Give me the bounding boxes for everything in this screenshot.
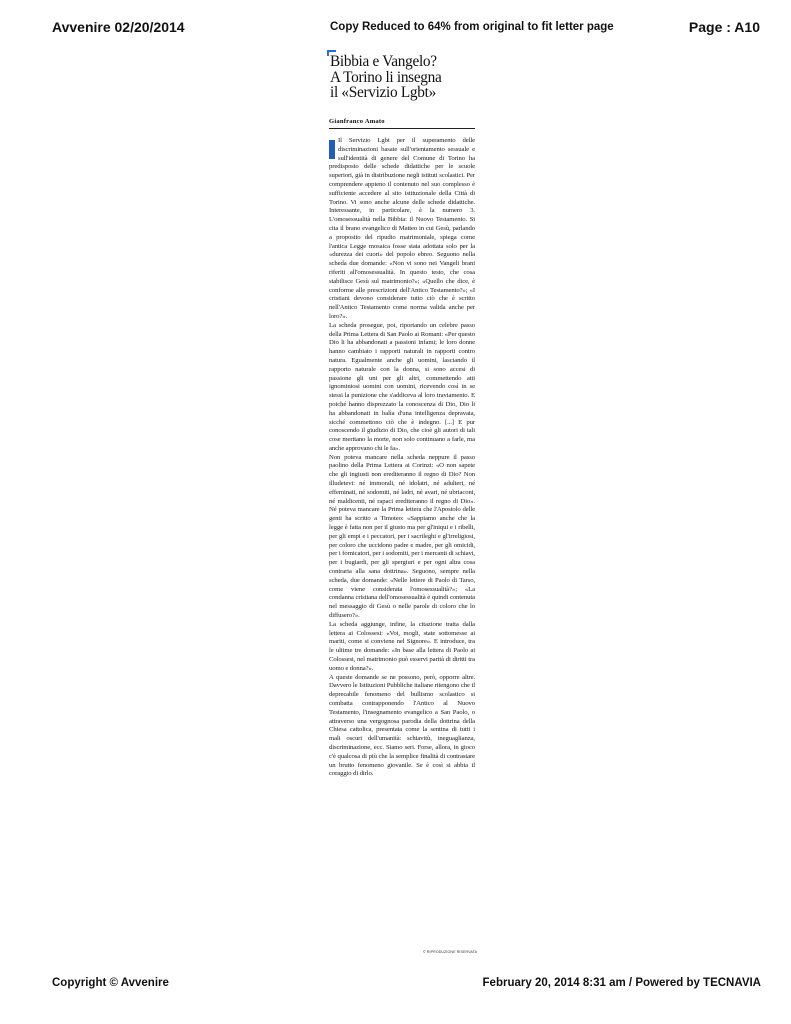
article-body — [329, 137, 475, 949]
header-source-date: Avvenire 02/20/2014 — [52, 19, 185, 35]
headline-line: A Torino li insegna — [330, 68, 442, 86]
article-byline — [329, 118, 475, 129]
headline-line: Bibbia e Vangelo? — [330, 53, 437, 70]
header-copy-note: Copy Reduced to 64% from original to fit letter page — [330, 21, 614, 33]
footer-copyright: Copyright © Avvenire — [52, 977, 169, 989]
reproduction-note: © RIPRODUZIONE RISERVATA — [423, 950, 478, 954]
header-page-number: Page : A10 — [688, 19, 760, 35]
article-paragraph: La scheda prosegue, poi, riportando un celebre passo della Prima Lettera di San Paolo ai Romani: «Per questo Dio li ha abbandonati a passioni infami; le loro donne hanno cambiato i rapporti naturali in rapporti contro natura. Egualmente anche gli uomini, lasciando il rapporto naturale con la donna, si sono accesi di passione gli uni per gli altri, commettendo atti ignominiosi uomini con uomini, ricevendo così in se stessi la punizione che s'addiceva al loro traviamento. E poiché hanno disprezzato la conoscenza di Dio, Dio li ha abbandonati in balìa d'una intelligenza depravata, sicché commettono ciò che è indegno. [...] E pur conoscendo il giudizio di Dio, che cioè gli autori di tali cose meritano la morte, non solo continuano a farle, ma anche approvano chi le fa». — [329, 321, 475, 452]
footer-timestamp: February 20, 2014 8:31 am / Powered by TECNAVIA — [482, 977, 761, 989]
article-headline — [330, 54, 480, 101]
article-paragraph: Non poteva mancare nella scheda neppure il passo paolino della Prima Lettera ai Corinzi: «O non sapete che gli ingiusti non erediteranno il regno di Dio? Non illudetevi: né immorali, né idolatri, né adulteri, né effeminati, né sodomiti, né ladri, né avari, né ubriaconi, né maldicenti, né rapaci erediteranno il regno di Dio». Né poteva mancare la Prima lettera che l'Apostolo delle genti ha scritto a Timoteo: «Sappiamo anche che la legge è fatta non per il giusto ma per gl'iniqui e i ribelli, per gli empi e i peccatori, per i sacrileghi e gl'irreligiosi, per coloro che uccidono padre e madre, per gli omicidi, per i fornicatori, per i sodomiti, per i mercanti di schiavi, per i bugiardi, per gli spergiuri e per ogni altra cosa contraria alla sana dottrina». Seguono, sempre nella scheda, due domande: «Nelle lettere di Paolo di Tarso, come viene considerata l'omosessualità?»; «La condanna cristiana dell'omosessualità è quindi contenuta nel messaggio di Gesù o nelle parole di coloro che lo diffusero?». — [329, 453, 475, 620]
byline-first-name: Gianfranco — [329, 118, 364, 125]
drop-cap-marker-icon — [329, 140, 335, 159]
article-paragraph: A queste domande se ne possono, però, opporre altre. Davvero le Istituzioni Pubbliche italiane ritengono che il deprecabile fenomeno del bullismo scolastico si combatta contrapponendo l'Antico al Nuovo Testamento, l'insegnamento evangelico a San Paolo, o attraverso una vergognosa parodia della dottrina della Chiesa cattolica, presentata come la sentina di tutti i mali oscuri dell'umanità: schiavitù, ineguaglianza, discriminazione, ecc. Siamo seri. Forse, allora, in gioco c'è qualcosa di più che la semplice finalità di contrastare un brutto fenomeno giovanile. Se è così si abbia il coraggio di dirlo. — [329, 673, 475, 778]
headline-line: il «Servizio Lgbt» — [330, 84, 436, 101]
article-paragraph: Il Servizio Lgbt per il superamento delle discriminazioni basate sull'orientamento sessuale e sull'identità di genere del Comune di Torino ha predisposto delle schede didattiche per le scuole superiori, già in distribuzione negli istituti scolastici. Per comprendere appieno il contenuto nel suo complesso è sufficiente accedere al sito istituzionale della Città di Torino. Vi sono anche alcune delle schede didattiche. Interessante, in particolare, è la numero 3. L'omosessualità nella Bibbia: il Nuovo Testamento. Si cita il brano evangelico di Matteo in cui Gesù, parlando a proposito del ripudio matrimoniale, spiega come l'antica Legge mosaica fosse stata adottata solo per la «durezza dei cuori» del popolo ebreo. Seguono nella scheda due domande: «Non vi sono nei Vangeli brani riferiti all'omosessualità. In questo testo, che cosa stabilisce Gesù sul matrimonio?»; «Quello che dice, è conforme alle prescrizioni dell'Antico Testamento?»; «I cristiani devono considerare tutto ciò che è scritto nell'Antico Testamento come norma valida anche per loro?». — [329, 137, 475, 320]
article-paragraph: La scheda aggiunge, infine, la citazione tratta dalla lettera ai Colossesi: «Voi, mogli, state sottomesse ai mariti, come si conviene nel Signore». E introduce, tra le ultime tre domande: «In base alla lettera di Paolo ai Colossesi, nel matrimonio può esservi parità di diritti tra uomo e donna?». — [329, 620, 475, 672]
byline-last-name: Amato — [364, 118, 385, 125]
